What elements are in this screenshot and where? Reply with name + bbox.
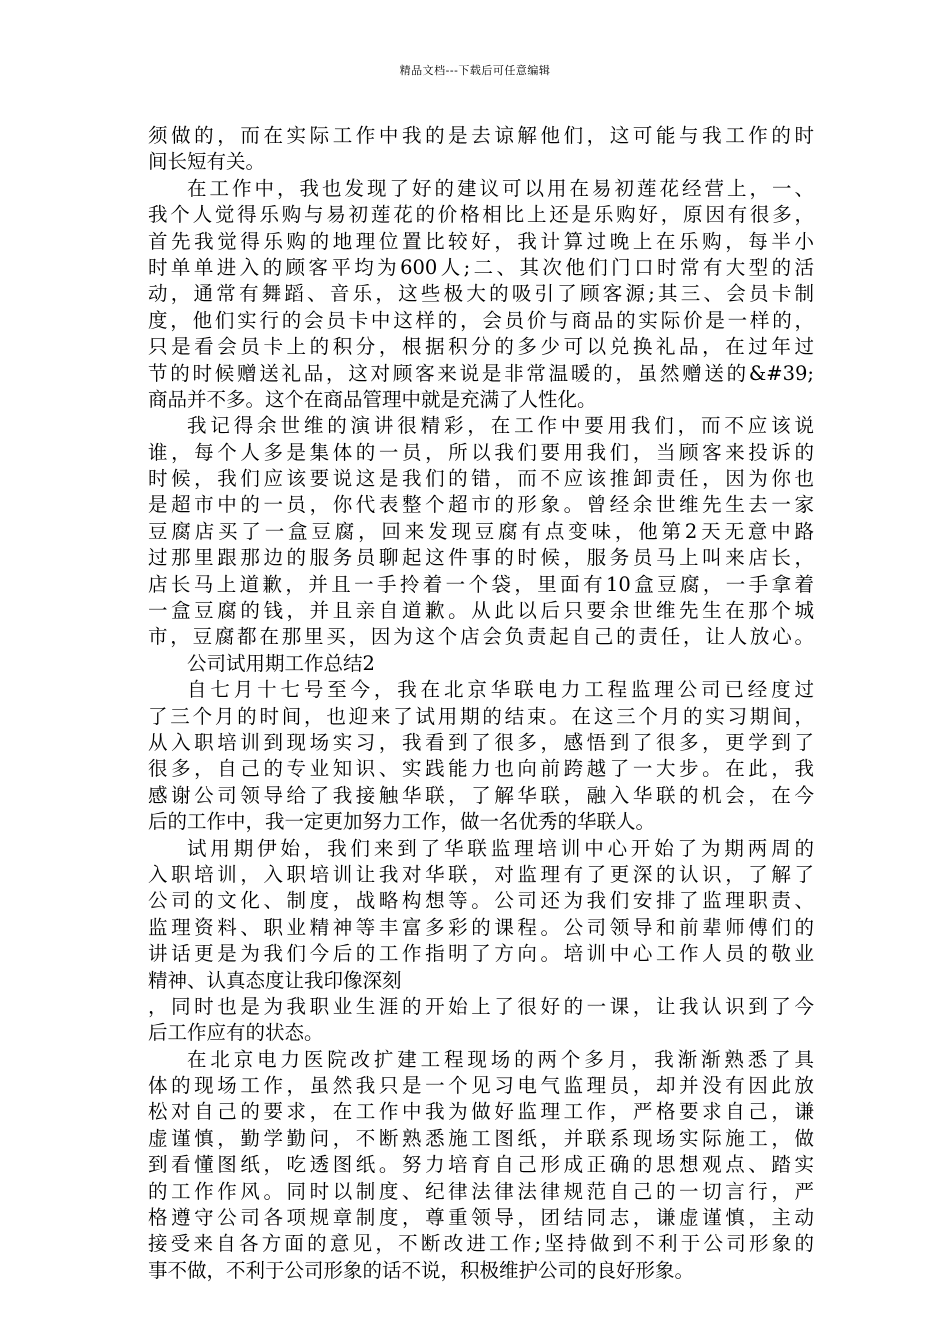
text-line: 体的现场工作，虽然我只是一个见习电气监理员，却并没有因此放 <box>148 1074 814 1098</box>
text-line: 公司的文化、制度，战略构想等。公司还为我们安排了监理职责、 <box>148 889 814 913</box>
text-line: 到看懂图纸，吃透图纸。努力培育自己形成正确的思想观点、踏实 <box>148 1153 814 1177</box>
text-line: 市，豆腐都在那里买，因为这个店会负责起自己的责任，让人放心。 <box>148 625 814 649</box>
text-line: 接受来自各方面的意见，不断改进工作;坚持做到不利于公司形象的 <box>148 1232 814 1256</box>
text-line: 我个人觉得乐购与易初莲花的价格相比上还是乐购好，原因有很多， <box>148 203 814 227</box>
text-line: 是超市中的一员，你代表整个超市的形象。曾经余世维先生去一家 <box>148 493 814 517</box>
text-line: 讲话更是为我们今后的工作指明了方向。培训中心工作人员的敬业 <box>148 942 814 966</box>
text-line: 从入职培训到现场实习，我看到了很多，感悟到了很多，更学到了 <box>148 730 814 754</box>
text-line: 豆腐店买了一盒豆腐，回来发现豆腐有点变味，他第2天无意中路 <box>148 519 814 543</box>
text-line: 度，他们实行的会员卡中这样的，会员价与商品的实际价是一样的， <box>148 308 814 332</box>
text-line: 谁，每个人多是集体的一员，所以我们要用我们，当顾客来投诉的 <box>148 440 814 464</box>
text-line: 后工作应有的状态。 <box>148 1021 324 1045</box>
text-line: ，同时也是为我职业生涯的开始上了很好的一课，让我认识到了今 <box>148 994 814 1018</box>
text-line: 时单单进入的顾客平均为600人;二、其次他们门口时常有大型的活 <box>148 255 814 279</box>
text-line: 松对自己的要求，在工作中我为做好监理工作，严格要求自己，谦 <box>148 1100 814 1124</box>
text-line: 我记得余世维的演讲很精彩，在工作中要用我们，而不应该说 <box>187 414 814 438</box>
text-line: 只是看会员卡上的积分，根据积分的多少可以兑换礼品，在过年过 <box>148 335 814 359</box>
text-line: 一盒豆腐的钱，并且亲自道歉。从此以后只要余世维先生在那个城 <box>148 599 814 623</box>
text-line: 节的时候赠送礼品，这对顾客来说是非常温暖的，虽然赠送的&#39; <box>148 361 814 385</box>
text-line: 店长马上道歉，并且一手拎着一个袋，里面有10盒豆腐，一手拿着 <box>148 572 814 596</box>
page-header: 精品文档---下载后可任意编辑 <box>399 64 551 77</box>
text-line: 监理资料、职业精神等丰富多彩的课程。公司领导和前辈师傅们的 <box>148 915 814 939</box>
text-line: 格遵守公司各项规章制度，尊重领导，团结同志，谦虚谨慎，主动 <box>148 1206 814 1230</box>
text-line: 公司试用期工作总结2 <box>187 651 375 675</box>
text-line: 须做的，而在实际工作中我的是去谅解他们，这可能与我工作的时 <box>148 124 814 147</box>
document-body <box>148 123 814 1284</box>
text-line: 动，通常有舞蹈、音乐，这些极大的吸引了顾客源;其三、会员卡制 <box>148 282 814 306</box>
text-line: 在北京电力医院改扩建工程现场的两个多月，我渐渐熟悉了具 <box>187 1047 814 1071</box>
text-line: 过那里跟那边的服务员聊起这件事的时候，服务员马上叫来店长， <box>148 546 814 570</box>
text-line: 很多，自己的专业知识、实践能力也向前跨越了一大步。在此，我 <box>148 757 814 781</box>
text-line: 间长短有关。 <box>148 150 266 174</box>
text-line: 虚谨慎，勤学勤问，不断熟悉施工图纸，并联系现场实际施工，做 <box>148 1126 814 1150</box>
text-line: 感谢公司领导给了我接触华联，了解华联，融入华联的机会，在今 <box>148 783 814 807</box>
text-line: 后的工作中，我一定更加努力工作，做一名优秀的华联人。 <box>148 810 656 834</box>
text-line: 了三个月的时间，也迎来了试用期的结束。在这三个月的实习期间， <box>148 704 814 728</box>
text-line: 入职培训，入职培训让我对华联，对监理有了更深的认识，了解了 <box>148 862 814 886</box>
text-line: 时候，我们应该要说这是我们的错，而不应该推卸责任，因为你也 <box>148 467 814 491</box>
text-line: 试用期伊始，我们来到了华联监理培训中心开始了为期两周的 <box>187 836 814 860</box>
text-line: 的工作作风。同时以制度、纪律法律法律规范自己的一切言行，严 <box>148 1179 814 1203</box>
text-line: 精神、认真态度让我印像深刻 <box>148 968 402 992</box>
text-line: 自七月十七号至今，我在北京华联电力工程监理公司已经度过 <box>187 678 814 702</box>
text-line: 在工作中，我也发现了好的建议可以用在易初莲花经营上，一、 <box>187 176 814 200</box>
text-line: 商品并不多。这个在商品管理中就是充满了人性化。 <box>148 387 597 411</box>
text-line: 事不做，不利于公司形象的话不说，积极维护公司的良好形象。 <box>148 1258 695 1282</box>
text-line: 首先我觉得乐购的地理位置比较好，我计算过晚上在乐购，每半小 <box>148 229 814 253</box>
